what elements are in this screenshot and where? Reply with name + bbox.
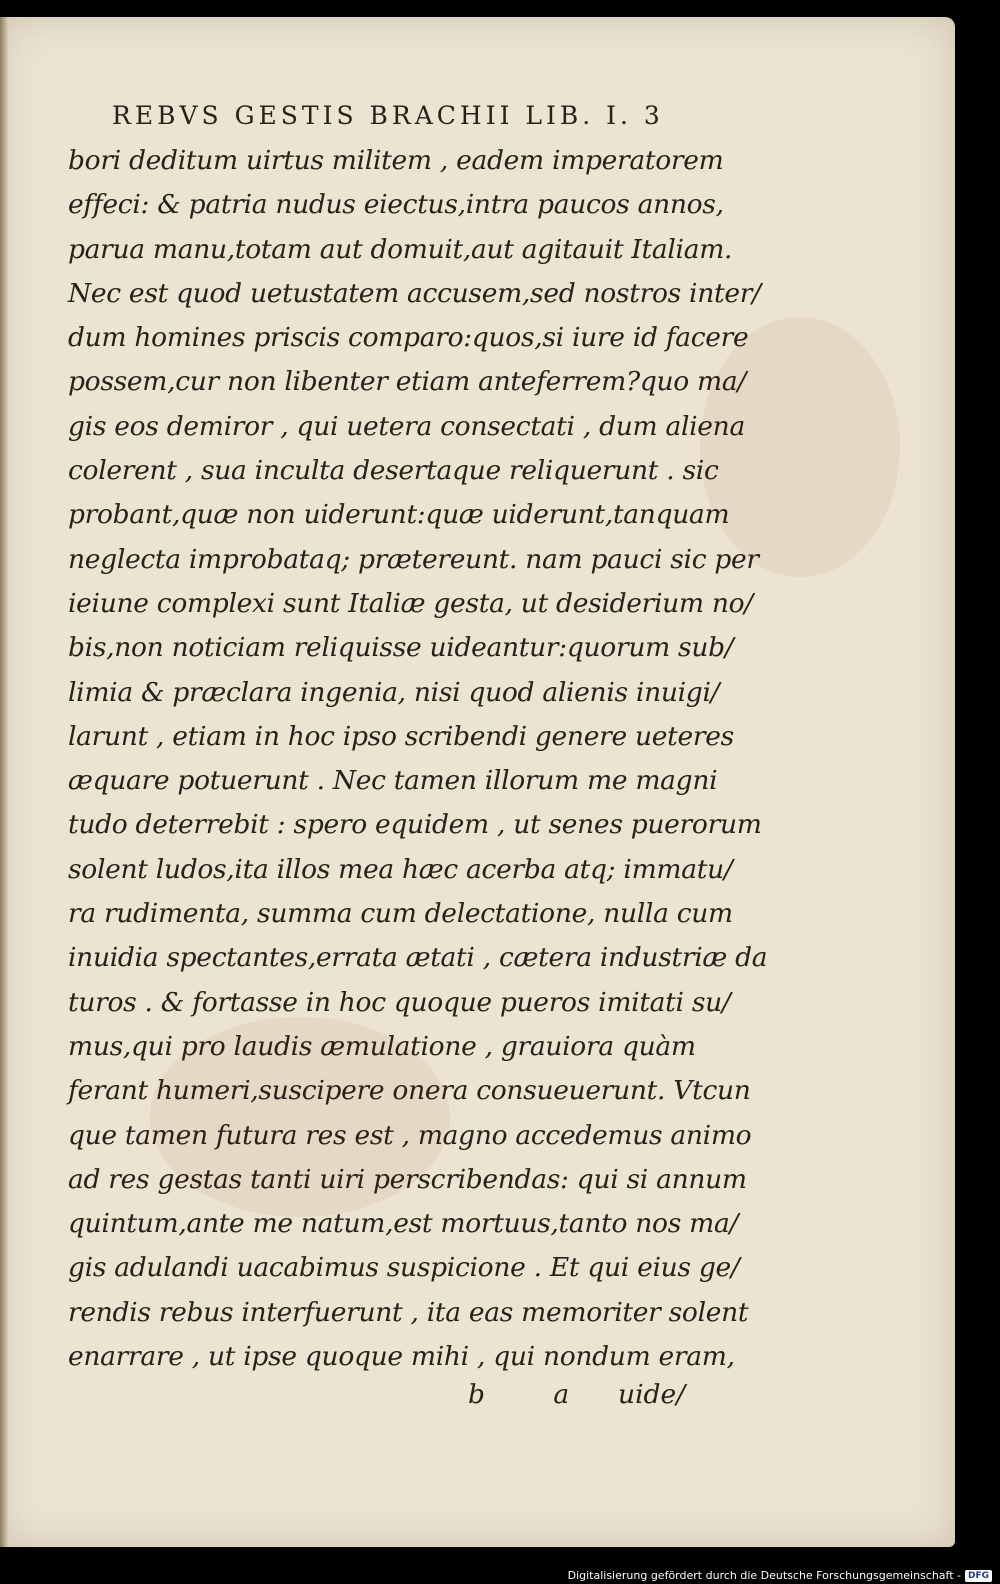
text-line: gis adulandi uacabimus suspicione . Et qui eius ge/	[68, 1252, 740, 1284]
text-line: turos . & fortasse in hoc quoque pueros imitati su/	[68, 986, 731, 1018]
text-line: inuidia spectantes,errata ætati , cætera industriæ da	[68, 942, 768, 974]
digitization-credit	[568, 1569, 992, 1582]
text-line: æquare potuerunt . Nec tamen illorum me magni	[68, 765, 718, 797]
book-page	[0, 17, 955, 1547]
running-head: REBVS GESTIS BRACHII LIB. I. 3	[112, 101, 664, 130]
text-line: tudo deterrebit : spero equidem , ut senes puerorum	[68, 809, 762, 841]
text-line: possem,cur non libenter etiam anteferrem?quo ma/	[68, 366, 747, 398]
text-line: quintum,ante me natum,est mortuus,tanto nos ma/	[68, 1208, 739, 1240]
text-line: dum homines priscis comparo:quos,si iure id facere	[68, 322, 749, 354]
text-line: ieiune complexi sunt Italiæ gesta, ut desiderium no/	[68, 587, 753, 619]
text-line: rendis rebus interfuerunt , ita eas memoriter solent	[68, 1296, 749, 1328]
text-line: parua manu,totam aut domuit,aut agitauit Italiam.	[68, 233, 733, 265]
page-gutter-edge	[0, 17, 8, 1547]
credit-text: Digitalisierung gefördert durch die Deutsche Forschungsgemeinschaft -	[567, 1569, 961, 1582]
text-line: larunt , etiam in hoc ipso scribendi genere ueteres	[68, 720, 734, 752]
text-line: Nec est quod uetustatem accusem,sed nostros inter/	[68, 277, 761, 309]
text-line: enarrare , ut ipse quoque mihi , qui nondum eram,	[68, 1341, 735, 1373]
text-line: gis eos demiror , qui uetera consectati , dum aliena	[68, 410, 745, 442]
text-line: ra rudimenta, summa cum delectatione, nulla cum	[68, 898, 733, 930]
paper-stain	[700, 317, 900, 577]
text-line: bori deditum uirtus militem , eadem imperatorem	[68, 145, 724, 176]
text-line: neglecta improbataq; prætereunt. nam pauci sic per	[68, 543, 759, 575]
text-line: bis,non noticiam reliquisse uideantur:quorum sub/	[68, 632, 734, 664]
text-line: limia & præclara ingenia, nisi quod alienis inuigi/	[68, 676, 720, 708]
dfg-logo-icon: DFG	[965, 1570, 992, 1582]
signature-line	[68, 1379, 718, 1423]
text-line: mus,qui pro laudis æmulatione , grauiora quàm	[68, 1030, 696, 1062]
text-line: ferant humeri,suscipere onera consueuerunt. Vtcun	[68, 1075, 751, 1107]
text-line: que tamen futura res est , magno accedemus animo	[68, 1119, 752, 1151]
text-line: effeci: & patria nudus eiectus,intra paucos annos,	[68, 189, 724, 221]
text-line: probant,quæ non uiderunt:quæ uiderunt,tanquam	[68, 499, 730, 531]
text-block	[68, 139, 768, 1379]
signature-mark: b a	[468, 1379, 600, 1410]
catchword: uide/	[618, 1379, 686, 1410]
text-line: ad res gestas tanti uiri perscribendas: qui si annum	[68, 1163, 747, 1195]
text-line: colerent , sua inculta desertaque reliquerunt . sic	[68, 455, 719, 487]
text-line: solent ludos,ita illos mea hæc acerba atq; immatu/	[68, 853, 733, 885]
